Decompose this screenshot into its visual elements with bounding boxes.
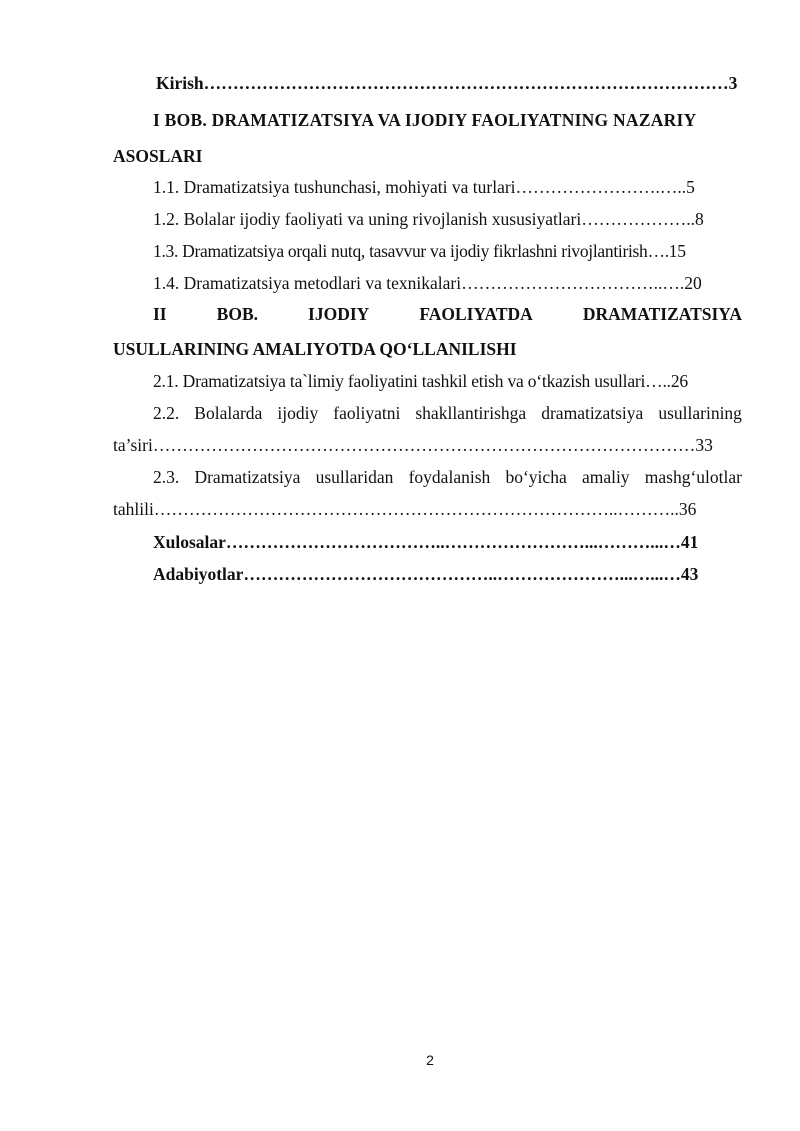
toc-entry-2-3-word: mashg‘ulotlar [644,467,742,487]
toc-entry-2-2-word: Bolalarda [194,403,263,423]
toc-entry-2-3-word: usullaridan [315,467,394,487]
toc-entry-2-3-word: bo‘yicha [505,467,567,487]
page-number: 2 [426,1052,434,1068]
toc-entry-kirish: Kirish………………………………………………………………………………3 [156,73,738,93]
chapter-1-title: I BOB. DRAMATIZATSIYA VA IJODIY FAOLIYATNING NAZARIY [153,110,697,130]
toc-entry-2-3-continued: tahlili……………………………………………………………………..………..36 [113,499,697,519]
toc-entry-1-2: 1.2. Bolalar ijodiy faoliyati va uning rivojlanish xususiyatlari………………..8 [153,209,704,229]
toc-entry-2-2-word: usullarining [658,403,742,423]
toc-entry-2-2-word: shakllantirishga [415,403,527,423]
toc-entry-2-3-word: 2.3. [153,467,180,487]
chapter-2-title [153,303,742,325]
toc-entry-2-2 [153,402,742,424]
toc-entry-xulosalar: Xulosalar………………………………..……………………...………...…41 [153,532,699,552]
chapter-2-title-word: II [153,304,167,324]
toc-entry-1-3: 1.3. Dramatizatsiya orqali nutq, tasavvur va ijodiy fikrlashni rivojlantirish….15 [153,241,686,261]
toc-entry-2-3-word: amaliy [581,467,630,487]
toc-entry-1-4: 1.4. Dramatizatsiya metodlari va texnikalari……………………………..….20 [153,273,702,293]
chapter-2-title-word: BOB. [216,304,258,324]
chapter-2-title-word: FAOLIYATDA [419,304,533,324]
toc-entry-2-2-word: dramatizatsiya [541,403,644,423]
toc-entry-2-2-word: ijodiy [277,403,319,423]
chapter-2-title-word: DRAMATIZATSIYA [582,304,742,324]
toc-entry-adabiyotlar: Adabiyotlar……………………………………..…………………...…...…43 [153,564,699,584]
toc-entry-2-3 [153,466,742,488]
toc-entry-2-3-word: Dramatizatsiya [194,467,301,487]
chapter-2-title-continued: USULLARINING AMALIYOTDA QO‘LLANILISHI [113,339,517,359]
chapter-2-title-word: IJODIY [308,304,370,324]
toc-entry-2-1: 2.1. Dramatizatsiya ta`limiy faoliyatini tashkil etish va o‘tkazish usullari…..26 [153,371,688,391]
toc-entry-2-2-continued: ta’siri…………………………………………………………………………………33 [113,435,713,455]
toc-entry-2-3-word: foydalanish [408,467,491,487]
toc-entry-2-2-word: 2.2. [153,403,180,423]
toc-entry-2-2-word: faoliyatni [333,403,401,423]
chapter-1-title-continued: ASOSLARI [113,146,203,166]
toc-entry-1-1: 1.1. Dramatizatsiya tushunchasi, mohiyati va turlari…………………….…..5 [153,177,695,197]
